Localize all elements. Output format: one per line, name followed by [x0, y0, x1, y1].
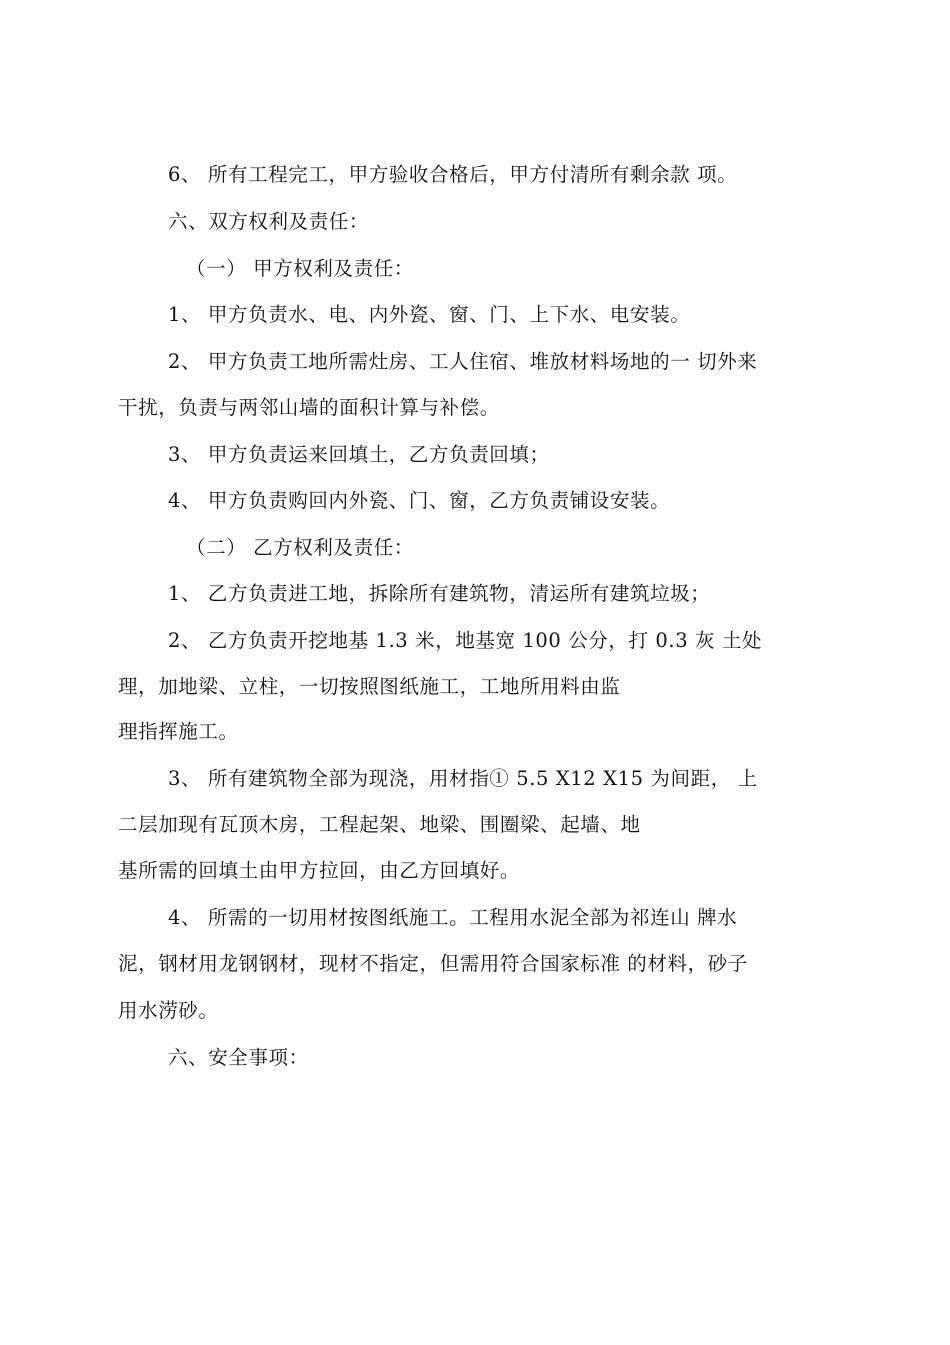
text-line-7: 3、 甲方负责运来回填土，乙方负责回填；	[168, 443, 550, 466]
text-line-5: 2、 甲方负责工地所需灶房、工人住宿、堆放材料场地的一 切外来	[168, 350, 758, 373]
text-line-6: 干扰，负责与两邻山墙的面积计算与补偿。	[118, 396, 500, 419]
text-line-10: 1、 乙方负责进工地，拆除所有建筑物，清运所有建筑垃圾；	[168, 582, 711, 605]
text-line-3: （一） 甲方权利及责任：	[186, 257, 414, 280]
text-line-16: 基所需的回填土由甲方拉回，由乙方回填好。	[118, 859, 521, 882]
text-line-9: （二） 乙方权利及责任：	[186, 536, 414, 559]
text-line-13: 理指挥施工。	[118, 720, 239, 743]
text-line-2: 六、双方权利及责任：	[168, 210, 370, 233]
text-line-18: 泥，钢材用龙钢钢材，现材不指定，但需用符合国家标准 的材料，砂子	[118, 952, 748, 975]
text-line-15: 二层加现有瓦顶木房，工程起架、地梁、围圈梁、起墙、地	[118, 813, 641, 836]
text-line-1: 6、 所有工程完工，甲方验收合格后，甲方付清所有剩余款 项。	[168, 163, 738, 186]
text-line-11: 2、 乙方负责开挖地基 1.3 米，地基宽 100 公分，打 0.3 灰 土处	[168, 629, 763, 652]
text-line-17: 4、 所需的一切用材按图纸施工。工程用水泥全部为祁连山 牌水	[168, 906, 738, 929]
text-line-19: 用水涝砂。	[118, 999, 219, 1022]
text-line-12: 理，加地梁、立柱，一切按照图纸施工，工地所用料由监	[118, 675, 621, 698]
text-line-4: 1、 甲方负责水、电、内外瓷、窗、门、上下水、电安装。	[168, 303, 691, 326]
text-line-20: 六、安全事项：	[168, 1046, 309, 1069]
text-line-8: 4、 甲方负责购回内外瓷、门、窗，乙方负责铺设安装。	[168, 489, 671, 512]
text-line-14: 3、 所有建筑物全部为现浇，用材指① 5.5 X12 X15 为间距， 上	[168, 767, 758, 790]
